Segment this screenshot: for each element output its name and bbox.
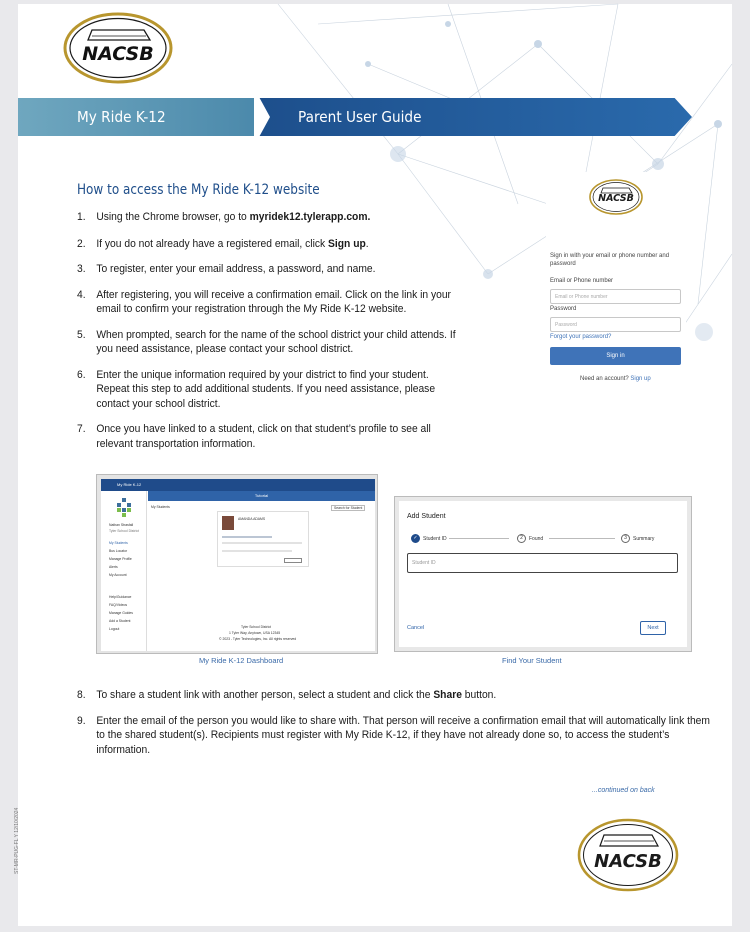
nacsb-logo-bottom: [576, 816, 680, 894]
sidebar-item-guides[interactable]: Manage Guides: [109, 611, 133, 615]
signin-button[interactable]: Sign in: [550, 347, 681, 365]
dashboard-caption: My Ride K-12 Dashboard: [199, 656, 284, 665]
share-button[interactable]: [284, 558, 302, 563]
logo-text: NACSB: [598, 193, 634, 204]
continued-note: ...continued on back: [592, 787, 655, 794]
list-item: 2. If you do not already have a registered email, click Sign up.: [77, 237, 369, 250]
sidebar-item-alerts[interactable]: Alerts: [109, 565, 118, 569]
list-item: 4. After registering, you will receive a confirmation email. Click on the link in your email to confirm your registration through the My Ride K-12 website.: [77, 288, 451, 315]
signin-panel: [546, 172, 686, 398]
section-title: How to access the My Ride K-12 website: [77, 182, 320, 198]
email-label: Email or Phone number: [550, 278, 614, 284]
step-found: 2 Found: [517, 534, 543, 543]
step-number-icon: 2: [517, 534, 526, 543]
dialog-title: Add Student: [407, 513, 446, 520]
district-name: Tyler School District: [109, 529, 139, 533]
cancel-button[interactable]: Cancel: [407, 625, 425, 631]
sidebar-item-bus-locator[interactable]: Bus Locator: [109, 549, 128, 553]
guide-page: [14, 4, 732, 926]
signup-prompt: Need an account? Sign up: [580, 376, 651, 382]
banner-guide-title: Parent User Guide: [298, 108, 422, 126]
sidebar-item-my-account[interactable]: My Account: [109, 573, 127, 577]
sidebar-item-logout[interactable]: Logout: [109, 627, 120, 631]
add-student-caption: Find Your Student: [502, 656, 562, 665]
password-label: Password: [550, 306, 577, 312]
password-field[interactable]: Password: [550, 317, 681, 332]
list-item: 6. Enter the unique information required by your district to find your student. Repeat this step to add additional students. If you need assistance, please contact your school district.: [77, 368, 436, 410]
banner-product-title: My Ride K-12: [77, 108, 166, 126]
app-header: My Ride K-12: [101, 479, 375, 491]
nacsb-logo-small: [588, 178, 644, 221]
sidebar: [101, 491, 147, 651]
signin-prompt: Sign in with your email or phone number and password: [550, 253, 670, 267]
footer-line: 1 Tyler Way, Anytown, USA 12345: [229, 631, 281, 635]
student-name: AMANDA ADAMS: [238, 517, 266, 521]
logo-text: NACSB: [594, 851, 662, 872]
logo-text: NACSB: [82, 43, 154, 65]
district-logo-icon: [113, 497, 135, 519]
instruction-list-continued: [77, 688, 717, 757]
add-student-screenshot: [394, 496, 692, 652]
title-banner: [18, 98, 692, 136]
list-item: 3. To register, enter your email address, a password, and name.: [77, 263, 376, 275]
student-card[interactable]: [217, 511, 309, 567]
step-summary: 3 Summary: [621, 534, 654, 543]
footer-line: Tyler School District: [241, 625, 271, 629]
student-search[interactable]: Search for Student: [331, 505, 365, 511]
instruction-list: [77, 210, 507, 451]
step-number-icon: 3: [621, 534, 630, 543]
email-field[interactable]: Email or Phone number: [550, 289, 681, 304]
list-item: 5. When prompted, search for the name of the school district your child attends. If you need assistance, please contact your school district.: [77, 328, 456, 355]
dashboard-screenshot: [96, 474, 378, 654]
page-title: Tutorial: [148, 491, 375, 501]
step-student-id: ✓ Student ID: [411, 534, 447, 543]
check-icon: ✓: [411, 534, 420, 543]
student-id-input[interactable]: Student ID: [407, 553, 678, 573]
signup-link[interactable]: Sign up: [630, 376, 651, 382]
student-photo: [222, 516, 234, 530]
sidebar-item-add-student[interactable]: Add a Student: [109, 619, 131, 623]
list-item: 7. Once you have linked to a student, click on that student’s profile to see all relevant transportation information.: [77, 423, 431, 450]
sidebar-item-faq[interactable]: FAQ/Videos: [109, 603, 128, 607]
user-name: Nathan Strasfall: [109, 523, 134, 527]
list-item: 1. Using the Chrome browser, go to myridek12.tylerapp.com.: [77, 211, 371, 223]
sidebar-item-manage-profile[interactable]: Manage Profile: [109, 557, 132, 561]
page-label: My Students: [151, 505, 170, 509]
sidebar-item-help[interactable]: Help/Guidance: [109, 595, 132, 599]
nacsb-logo-top: [62, 10, 174, 86]
list-item: 9. Enter the email of the person you would like to share with. That person will receive a confirmation email that will automatically link them to the shared student(s). Recipients must register with My Ride K-12, if they have not already done so, to access the student’s information.: [77, 714, 710, 756]
sidebar-item-my-students[interactable]: My Students: [109, 541, 128, 545]
forgot-password-link[interactable]: Forgot your password?: [550, 334, 612, 340]
next-button[interactable]: Next: [640, 621, 666, 635]
footer-line: © 2023 - Tyler Technologies, Inc. All rights reserved: [219, 637, 297, 641]
list-item: 8. To share a student link with another person, select a student and click the Share button.: [77, 689, 497, 701]
document-code: ST-MR-PUG-FL Y 12/10/2024: [14, 807, 20, 874]
